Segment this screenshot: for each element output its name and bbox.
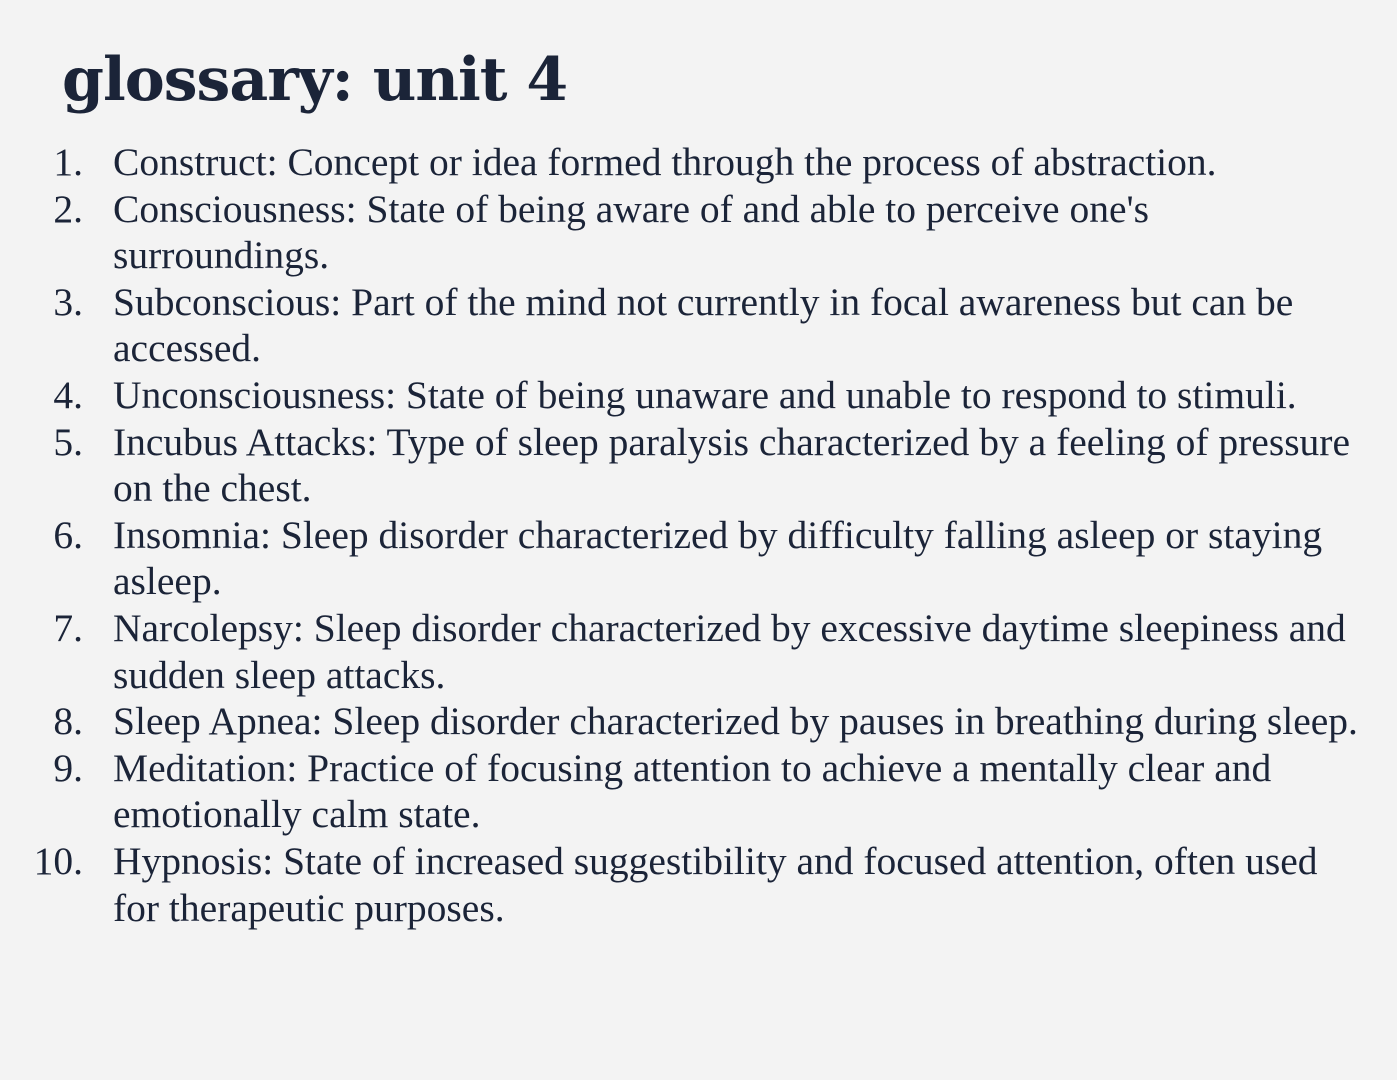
entry-number: 2. xyxy=(53,186,83,231)
entry-text: Hypnosis: State of increased suggestibility and focused attention, often used for therapeutic purposes. xyxy=(113,838,1318,930)
glossary-entry-sleep-apnea xyxy=(0,698,1363,745)
entry-text: Sleep Apnea: Sleep disorder characterized by pauses in breathing during sleep. xyxy=(113,699,1358,744)
entry-number: 1. xyxy=(53,140,83,184)
glossary-entry-subconscious xyxy=(0,279,1363,372)
entry-text: Consciousness: State of being aware of and able to perceive one's surroundings. xyxy=(113,186,1149,278)
entry-number: 6. xyxy=(53,512,83,557)
entry-number: 9. xyxy=(53,745,83,790)
entry-text: Unconsciousness: State of being unaware and unable to respond to stimuli. xyxy=(113,372,1297,417)
glossary-entry-unconsciousness xyxy=(0,372,1363,419)
glossary-list xyxy=(0,139,1397,931)
glossary-entry-narcolepsy xyxy=(0,605,1363,698)
glossary-entry-hypnosis xyxy=(0,838,1363,931)
glossary-entry-meditation xyxy=(0,745,1363,838)
entry-number: 3. xyxy=(53,279,83,324)
entry-number: 10. xyxy=(33,838,83,883)
entry-text: Incubus Attacks: Type of sleep paralysis characterized by a feeling of pressure on the chest. xyxy=(113,419,1350,511)
entry-text: Meditation: Practice of focusing attention to achieve a mentally clear and emotionally calm state. xyxy=(113,745,1272,837)
entry-text: Narcolepsy: Sleep disorder characterized by excessive daytime sleepiness and sudden sleep attacks. xyxy=(113,605,1346,697)
entry-text: Construct: Concept or idea formed through the process of abstraction. xyxy=(113,140,1217,184)
glossary-entry-construct xyxy=(0,139,1363,186)
entry-number: 8. xyxy=(53,699,83,744)
entry-number: 4. xyxy=(53,372,83,417)
glossary-entry-consciousness xyxy=(0,186,1363,279)
entry-number: 7. xyxy=(53,605,83,650)
entry-text: Insomnia: Sleep disorder characterized by difficulty falling asleep or staying asleep. xyxy=(113,512,1323,604)
entry-text: Subconscious: Part of the mind not currently in focal awareness but can be accessed. xyxy=(113,279,1294,371)
entry-number: 5. xyxy=(53,419,83,464)
glossary-entry-insomnia xyxy=(0,512,1363,605)
page-title: glossary: unit 4 xyxy=(62,45,568,115)
glossary-entry-incubus-attacks xyxy=(0,419,1363,512)
